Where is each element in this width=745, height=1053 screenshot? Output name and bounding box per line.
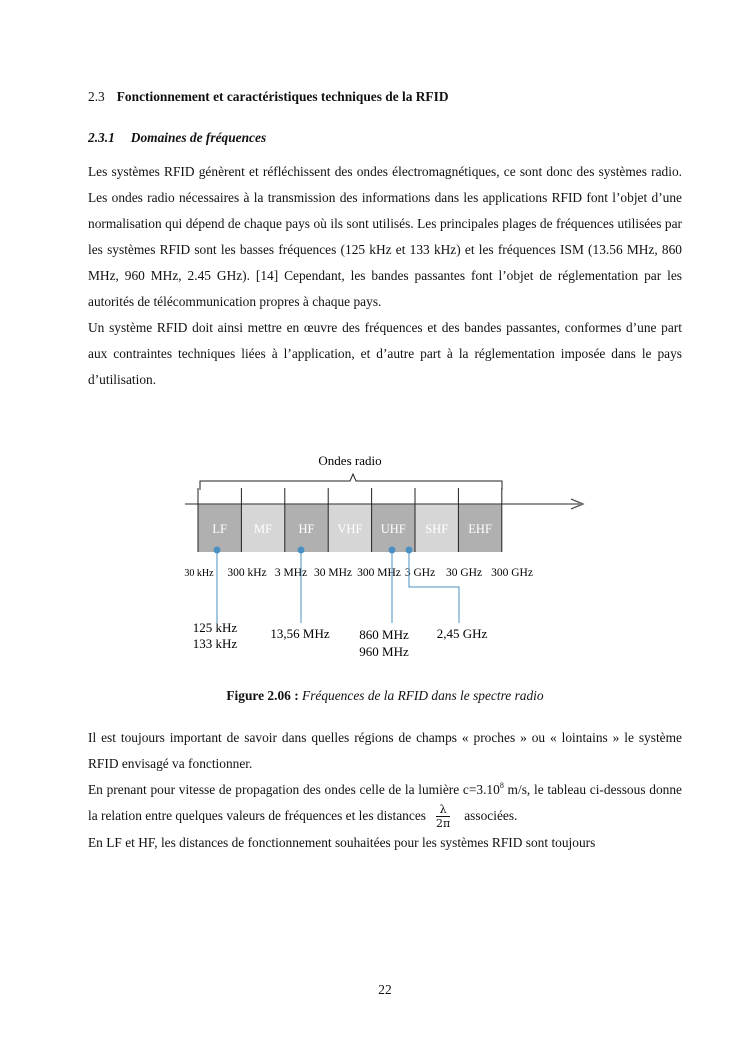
band-label-vhf: VHF [337, 522, 363, 536]
intro-paragraphs [88, 159, 682, 393]
callout-lf-133: 133 kHz [192, 636, 238, 651]
hf-marker [298, 547, 305, 554]
band-label-ehf: EHF [468, 522, 492, 536]
section-title: Fonctionnement et caractéristiques techniques de la RFID [116, 89, 449, 104]
subsection-title: Domaines de fréquences [130, 130, 267, 145]
exponent: 8 [499, 781, 504, 790]
fraction-denominator: 2π [435, 817, 451, 831]
tick-label: 300 kHz [227, 567, 267, 579]
page-number: 22 [378, 982, 392, 997]
body-paragraphs [88, 725, 682, 856]
callout-uhf-860: 860 MHz [359, 627, 409, 642]
callout-lines [214, 547, 460, 624]
tick-label: 30 kHz [184, 568, 214, 579]
microwave-marker [406, 547, 413, 554]
section-heading [88, 89, 449, 105]
tick-label: 30 GHz [445, 567, 483, 579]
band-label-uhf: UHF [380, 522, 406, 536]
brace [200, 474, 502, 490]
tick-label: 3 GHz [404, 567, 436, 579]
text-run: En prenant pour vitesse de propagation des ondes celle de la lumière c=3.10 [88, 782, 500, 797]
paragraph: En LF et HF, les distances de fonctionnement souhaitées pour les systèmes RFID sont toujours [88, 835, 596, 851]
caption-label: Figure 2.06 : [226, 688, 299, 703]
tick-labels [184, 567, 533, 579]
paragraph: Un système RFID doit ainsi mettre en œuvre des fréquences et des bandes passantes, conformes d’une part aux contraintes techniques liées à l’application, et d’autre part à la réglementation imposée dans le pays d’utilisation. [88, 320, 682, 387]
lambda-fraction [436, 803, 450, 830]
band-label-shf: SHF [425, 522, 449, 536]
caption-text: Fréquences de la RFID dans le spectre radio [302, 688, 544, 703]
band-label-mf: MF [254, 522, 273, 536]
band-label-lf: LF [212, 522, 227, 536]
paragraph: Les systèmes RFID génèrent et réfléchissent des ondes électromagnétiques, ce sont donc des systèmes radio. Les ondes radio nécessaires à la transmission des informations dans les applications RFID font l’objet d’une normalisation qui dépend de chaque pays où ils sont utilisés. Les principales plages de fréquences utilisées par les systèmes RFID sont les basses fréquences (125 kHz et 133 kHz) et les fréquences ISM (13.56 MHz, 860 MHz, 960 MHz, 2.45 GHz). [14] Cependant, les bandes passantes font l’objet de réglementation par les autorités de télécommunication propres à chaque pays. [88, 164, 682, 309]
subsection-number: 2.3.1 [88, 130, 115, 145]
fraction-numerator: λ [436, 803, 450, 817]
paragraph [88, 777, 682, 830]
band-label-hf: HF [298, 522, 315, 536]
subsection-heading [88, 130, 266, 146]
callout-microwave: 2,45 GHz [436, 626, 488, 641]
text-run: m/s, le tableau ci-dessous donne la relation entre quelques valeurs de fréquences et les distances [88, 782, 682, 823]
band-blocks [198, 504, 502, 552]
tick-label: 300 MHz [357, 567, 401, 579]
microwave-callout-line [409, 550, 459, 623]
tick-label: 300 GHz [491, 567, 533, 579]
lf-marker [214, 547, 221, 554]
tick-label: 3 MHz [274, 567, 308, 579]
callout-hf: 13,56 MHz [270, 626, 330, 641]
uhf-marker [389, 547, 396, 554]
text-run: associées. [464, 808, 518, 823]
callout-uhf-960: 960 MHz [359, 644, 409, 659]
tick-label: 30 MHz [313, 567, 353, 579]
callout-lf-125: 125 kHz [192, 620, 238, 635]
figure-caption [0, 688, 745, 704]
paragraph: Il est toujours important de savoir dans quelles régions de champs « proches » ou « lointains » le système RFID envisagé va fonctionner. [88, 730, 682, 771]
frequency-spectrum-figure [0, 440, 745, 680]
section-number: 2.3 [88, 89, 105, 104]
brace-label: Ondes radio [318, 453, 382, 468]
